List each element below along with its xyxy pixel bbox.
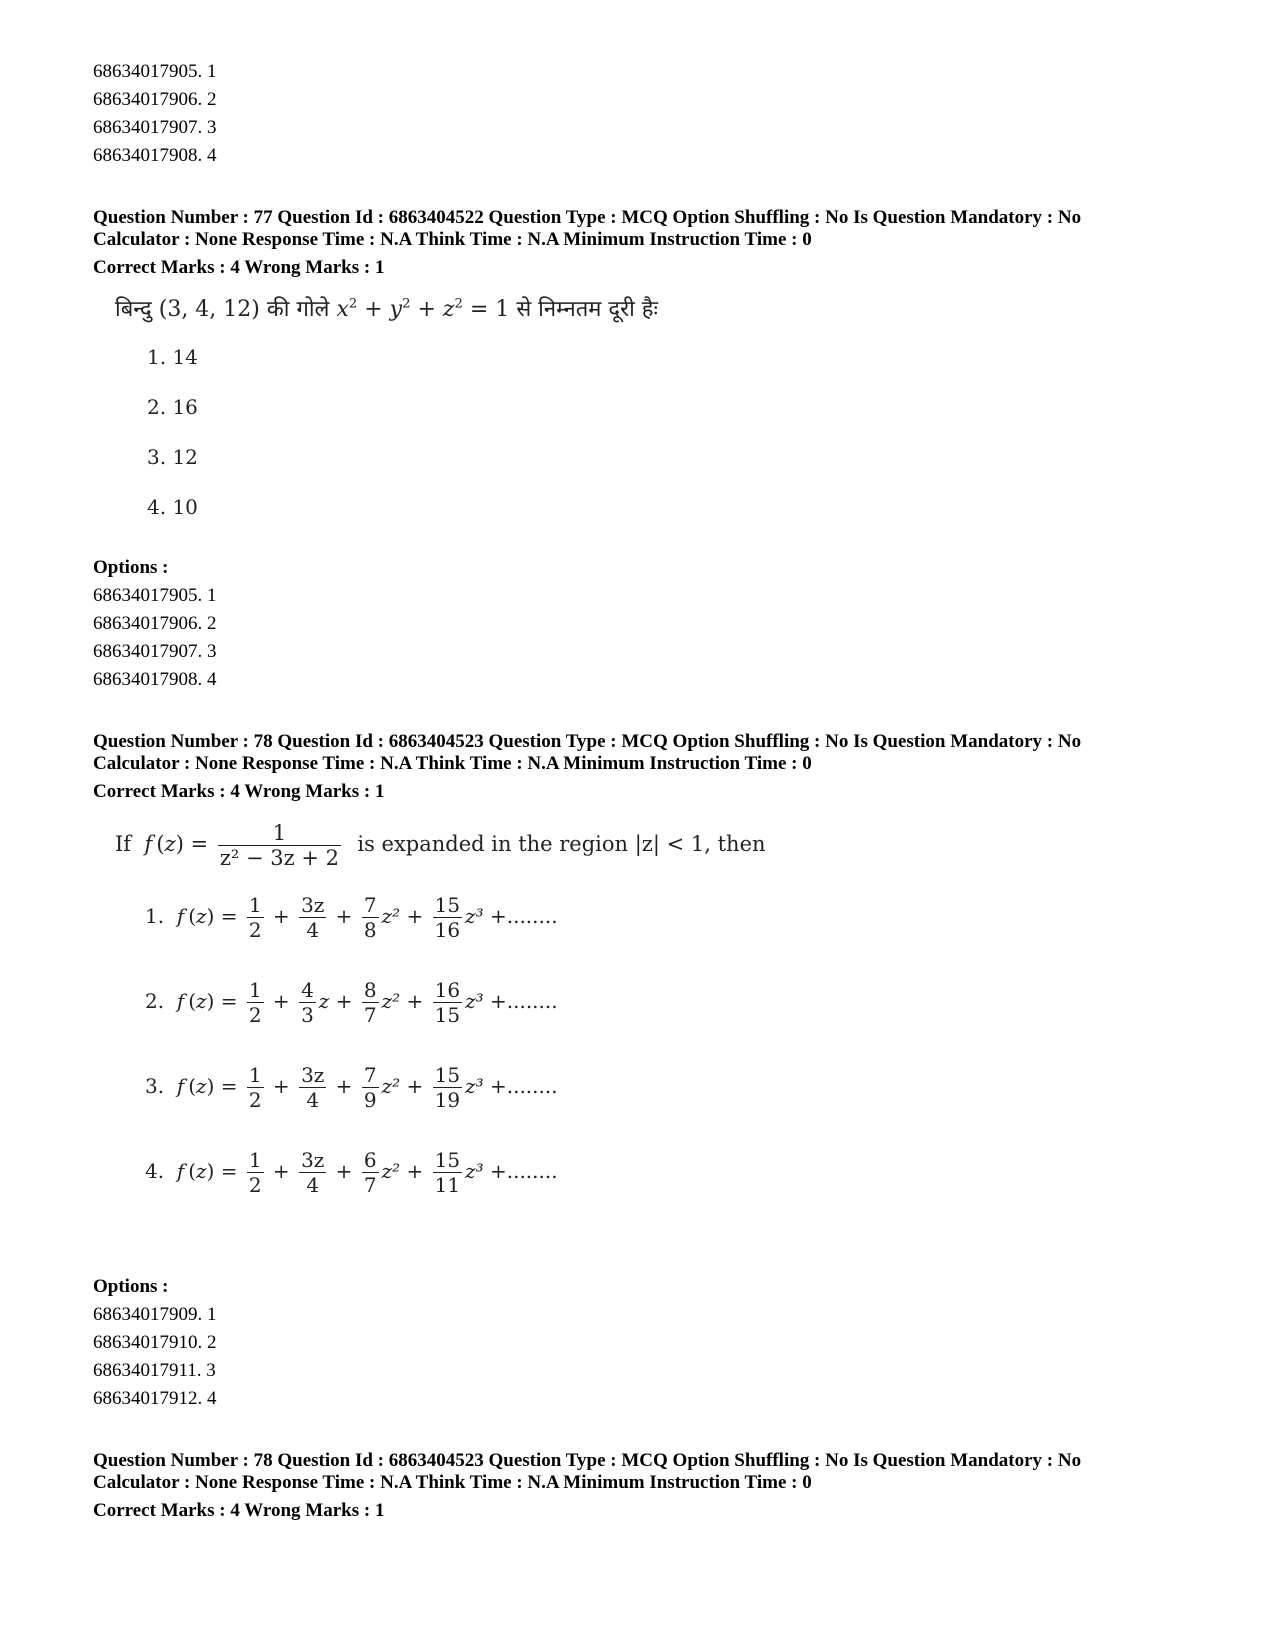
coefficient-fraction: $\frac{1}{2}$	[248, 978, 262, 1027]
question-marks-line: Correct Marks : 4 Wrong Marks : 1	[93, 257, 385, 278]
question-header-78	[93, 731, 1193, 803]
coefficient-fraction: $\frac{1}{2}$	[248, 893, 262, 942]
answer-choice-3: 3. f (z) = $\frac{1}{2}$ + $\frac{3z}{4}$ + $\frac{7}{9}$ z² + $\frac{15}{19}$ z³ +........	[145, 1063, 558, 1112]
options-list-top	[93, 58, 1193, 170]
coefficient-fraction: $\frac{3z}{4}$	[301, 893, 325, 942]
choice-number: 2.	[145, 989, 165, 1013]
options-list-q77	[93, 582, 1193, 694]
coefficient-fraction: $\frac{15}{16}$	[434, 893, 461, 942]
option-id-line: 68634017907. 3	[93, 117, 217, 138]
option-id-line: 68634017912. 4	[93, 1388, 217, 1409]
coefficient-fraction: $\frac{1}{2}$	[248, 1063, 262, 1112]
answer-choice-1: 1. 14	[147, 345, 198, 369]
answer-choice-4: 4. f (z) = $\frac{1}{2}$ + $\frac{3z}{4}$ + $\frac{6}{7}$ z² + $\frac{15}{11}$ z³ +........	[145, 1148, 558, 1197]
coefficient-fraction: $\frac{1}{2}$	[248, 1148, 262, 1197]
question-meta-line: Question Number : 77 Question Id : 6863404522 Question Type : MCQ Option Shuffling : No Is Question Mandatory : No	[93, 207, 1082, 228]
coefficient-fraction: $\frac{7}{8}$	[363, 893, 377, 942]
answer-choice-2: 2. f (z) = $\frac{1}{2}$ + $\frac{4}{3}$ z + $\frac{8}{7}$ z² + $\frac{16}{15}$ z³ +........	[145, 978, 558, 1027]
answer-choice-1: 1. f (z) = $\frac{1}{2}$ + $\frac{3z}{4}$ + $\frac{7}{8}$ z² + $\frac{15}{16}$ z³ +........	[145, 893, 558, 942]
question-header-77	[93, 207, 1193, 279]
question-meta-line: Question Number : 78 Question Id : 6863404523 Question Type : MCQ Option Shuffling : No Is Question Mandatory : No	[93, 1450, 1082, 1471]
option-id-line: 68634017908. 4	[93, 669, 217, 690]
question-stem: If f (z) = $\frac{1}{\text{z² − 3z + 2}}$ is expanded in the region |z| < 1, then	[115, 821, 766, 870]
question-meta-line: Calculator : None Response Time : N.A Think Time : N.A Minimum Instruction Time : 0	[93, 1472, 812, 1493]
choice-number: 1.	[145, 904, 165, 928]
question-marks-line: Correct Marks : 4 Wrong Marks : 1	[93, 781, 385, 802]
coefficient-fraction: $\frac{6}{7}$	[363, 1148, 377, 1197]
coefficient-fraction: $\frac{7}{9}$	[363, 1063, 377, 1112]
option-id-line: 68634017907. 3	[93, 641, 217, 662]
stem-fraction: $\frac{1}{\text{z² − 3z + 2}}$	[219, 821, 339, 870]
option-id-line: 68634017910. 2	[93, 1332, 217, 1353]
option-id-line: 68634017905. 1	[93, 585, 217, 606]
question-meta-line: Calculator : None Response Time : N.A Think Time : N.A Minimum Instruction Time : 0	[93, 229, 812, 250]
coefficient-fraction: $\frac{3z}{4}$	[301, 1148, 325, 1197]
coefficient-fraction: $\frac{3z}{4}$	[301, 1063, 325, 1112]
coefficient-fraction: $\frac{15}{11}$	[434, 1148, 461, 1197]
coefficient-fraction: $\frac{8}{7}$	[363, 978, 377, 1027]
coefficient-fraction: $\frac{15}{19}$	[434, 1063, 461, 1112]
coefficient-fraction: $\frac{4}{3}$	[301, 978, 314, 1027]
options-heading: Options :	[93, 557, 169, 578]
choice-number: 3.	[145, 1074, 165, 1098]
options-list-q78	[93, 1301, 1193, 1413]
answer-choice-3: 3. 12	[147, 445, 198, 469]
question-meta-line: Question Number : 78 Question Id : 6863404523 Question Type : MCQ Option Shuffling : No Is Question Mandatory : No	[93, 731, 1082, 752]
question-marks-line: Correct Marks : 4 Wrong Marks : 1	[93, 1500, 385, 1521]
question-header-78-repeat	[93, 1450, 1193, 1522]
coefficient-fraction: $\frac{16}{15}$	[434, 978, 461, 1027]
question-78-content	[93, 803, 1193, 1273]
question-stem: बिन्दु (3, 4, 12) की गोले $x^2 + y^2 + z^2 = 1$ से निम्नतम दूरी हैः	[115, 296, 658, 322]
option-id-line: 68634017909. 1	[93, 1304, 217, 1325]
option-id-line: 68634017906. 2	[93, 89, 217, 110]
option-id-line: 68634017908. 4	[93, 145, 217, 166]
option-id-line: 68634017905. 1	[93, 61, 217, 82]
choice-number: 4.	[145, 1159, 165, 1183]
options-heading: Options :	[93, 1276, 169, 1297]
document-page	[93, 58, 1193, 1522]
answer-choice-4: 4. 10	[147, 495, 198, 519]
question-77-content	[93, 279, 1193, 554]
question-meta-line: Calculator : None Response Time : N.A Think Time : N.A Minimum Instruction Time : 0	[93, 753, 812, 774]
option-id-line: 68634017911. 3	[93, 1360, 216, 1381]
option-id-line: 68634017906. 2	[93, 613, 217, 634]
answer-choice-2: 2. 16	[147, 395, 198, 419]
